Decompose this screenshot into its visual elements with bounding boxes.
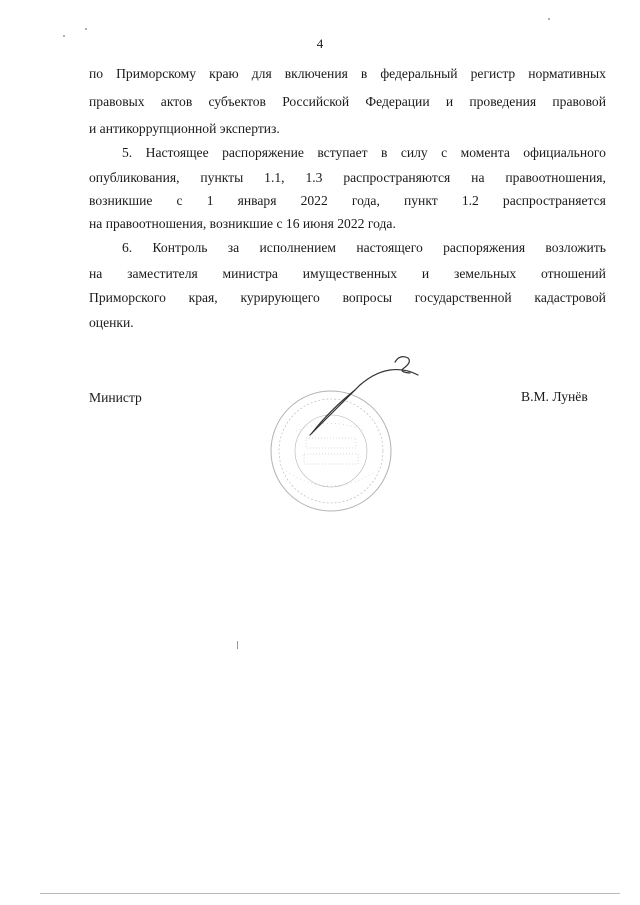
word: возложить	[545, 240, 606, 255]
word: распоряжения	[443, 240, 526, 255]
word: Приморскому	[116, 66, 197, 81]
word: момента	[460, 145, 510, 160]
word: 1.1,	[264, 170, 285, 185]
word: января	[237, 193, 277, 208]
word: пункт	[403, 193, 438, 208]
word: для	[251, 66, 272, 81]
word: и	[445, 94, 454, 109]
scan-speck	[85, 28, 87, 30]
scan-speck	[548, 18, 550, 20]
word: вступает	[317, 145, 368, 160]
word: федеральный	[380, 66, 458, 81]
paragraph-cont-line-2	[89, 94, 606, 110]
word: силу	[400, 145, 428, 160]
word: министра	[222, 266, 278, 281]
word: заместителя	[127, 266, 198, 281]
handwritten-signature	[300, 350, 440, 440]
word: в	[380, 145, 388, 160]
signer-name: В.М. Лунёв	[521, 389, 588, 404]
word: Федерации	[365, 94, 430, 109]
word: 2022	[300, 193, 328, 208]
paragraph-cont-line-1	[89, 66, 606, 82]
word: отношений	[541, 266, 606, 281]
word: 1	[206, 193, 214, 208]
word: пункты	[200, 170, 244, 185]
word: на	[471, 170, 485, 185]
word: нормативных	[528, 66, 606, 81]
word: в	[360, 66, 368, 81]
word: правовых	[89, 94, 145, 109]
word: официального	[523, 145, 606, 160]
word: 1.3	[305, 170, 323, 185]
word: актов	[160, 94, 193, 109]
paragraph-6-line-2	[89, 266, 606, 282]
word: распространяются	[343, 170, 451, 185]
word: года,	[351, 193, 380, 208]
paragraph-5-line-3	[89, 193, 606, 209]
word: настоящего	[356, 240, 423, 255]
word: и	[421, 266, 430, 281]
scan-speck	[237, 641, 238, 649]
word: за	[227, 240, 240, 255]
word: имущественных	[302, 266, 398, 281]
word: кадастровой	[534, 290, 606, 305]
word: проведения	[469, 94, 537, 109]
word: субъектов	[208, 94, 266, 109]
paragraph-6-line-1	[122, 240, 606, 256]
word: 1.2	[461, 193, 479, 208]
word: 6.	[122, 240, 133, 255]
word: распространяется	[502, 193, 606, 208]
word: по	[89, 66, 104, 81]
paragraph-5-line-1	[122, 145, 606, 161]
word: 5.	[122, 145, 133, 160]
word: правоотношения,	[505, 170, 606, 185]
word: Контроль	[152, 240, 208, 255]
word: включения	[284, 66, 348, 81]
paragraph-5-line-2	[89, 170, 606, 186]
word: с	[441, 145, 448, 160]
paragraph-cont-line-3: и антикоррупционной экспертиз.	[89, 121, 280, 136]
word: исполнением	[259, 240, 336, 255]
word: курирующего	[240, 290, 320, 305]
word: Российской	[282, 94, 350, 109]
word: края,	[188, 290, 218, 305]
word: регистр	[470, 66, 516, 81]
word: Приморского	[89, 290, 166, 305]
word: правовой	[552, 94, 606, 109]
page-number: 4	[316, 36, 324, 51]
word: краю	[209, 66, 239, 81]
word: земельных	[453, 266, 517, 281]
word: государственной	[414, 290, 512, 305]
word: распоряжение	[222, 145, 304, 160]
word: вопросы	[342, 290, 393, 305]
word: с	[176, 193, 183, 208]
paragraph-5-line-4: на правоотношения, возникшие с 16 июня 2022 года.	[89, 216, 396, 231]
signer-title: Министр	[89, 390, 142, 405]
word: возникшие	[89, 193, 153, 208]
page-bottom-edge	[40, 893, 620, 894]
word: на	[89, 266, 103, 281]
word: опубликования,	[89, 170, 180, 185]
paragraph-6-line-4: оценки.	[89, 315, 134, 330]
word: Настоящее	[145, 145, 209, 160]
paragraph-6-line-3	[89, 290, 606, 306]
scan-speck	[63, 35, 65, 37]
